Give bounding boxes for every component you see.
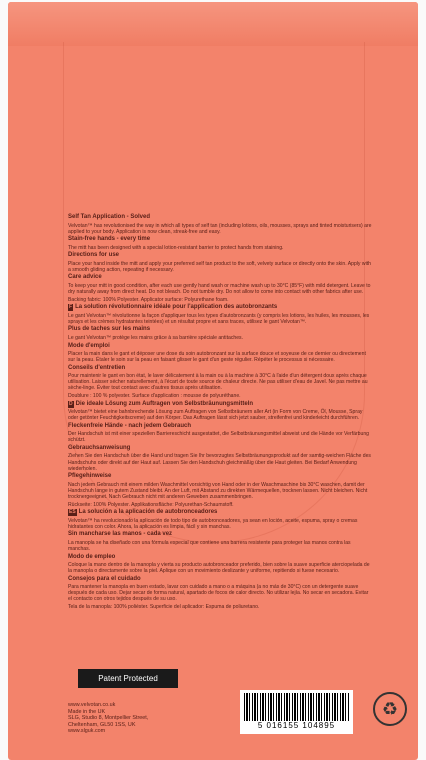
barcode xyxy=(240,690,353,734)
de-heading-3: Pflegehinweise xyxy=(68,473,112,480)
instructions-text xyxy=(68,214,373,612)
recycle-icon: ♻ xyxy=(373,692,407,726)
de-para-4: Rückseite: 100% Polyester. Applikationsfläche: Polyurethan-Schaumstoff. xyxy=(68,501,234,508)
en-para-1: The mitt has been designed with a special lotion-resistant barrier to protect hands from staining. xyxy=(68,244,284,251)
de-para-3: Nach jedem Gebrauch mit einem milden Waschmittel vorsichtig von Hand oder in der Waschmaschine bis 30°C waschen, damit der Handschuh lange in gutem Zustand bleibt. An der Luft, mit Abstand zu direkten Wärmequellen, trocknen lassen. Nicht bleichen. Nicht trocknergeeignet. Nach Gebrauch nicht mit anderen Geweben zusammenbringen. xyxy=(68,481,368,500)
en-heading-2: Directions for use xyxy=(68,252,120,259)
de-para-2: Ziehen Sie den Handschuh über die Hand und tragen Sie Ihr bevorzugtes Selbstbräunungsprodukt auf der samtig-weichen Fläche des Handschuhs oder direkt auf der Haut auf. Lassen Sie den Handschuh gleichmäßig über die Haut gleiten. Bei Bedarf Anwendung wiederholen. xyxy=(68,453,371,472)
address-line-1: SLG, Studio 8, Montpellier Street, xyxy=(68,715,149,722)
es-flag: ES xyxy=(69,509,76,516)
de-heading-1: Fleckenfreie Hände - nach jedem Gebrauch xyxy=(68,422,192,429)
website-link: www.velvotan.co.uk xyxy=(68,702,116,708)
en-intro: Velvotan™ has revolutionised the way in which all types of self tan (including lotions, oils, mousses, sprays and tinted moisturisers) are applied to your body. Application is now clean, streak-free and easy. xyxy=(68,222,372,235)
de-title xyxy=(68,401,373,408)
es-para-1: La manopla se ha diseñado con una fórmula especial que contiene una barrera resistente para proteger las manos contra las manchas. xyxy=(68,539,351,552)
es-heading-2: Modo de empleo xyxy=(68,553,116,560)
en-title: Self Tan Application - Solved xyxy=(68,214,151,220)
de-para-1: Der Handschuh ist mit einer speziellen Barriereschicht ausgestattet, die Selbstbräunungsmittel abweist und die Hände vor Verfärbung schützt. xyxy=(68,431,369,444)
en-heading-1: Stain-free hands - every time xyxy=(68,236,151,243)
es-intro: Velvotan™ ha revolucionado la aplicación de todo tipo de autobronceadores, ya sean en loción, aceite, espuma, spray o cremas hidratantes con color. Ahora, la aplicación es limpia, fácil y sin manchas. xyxy=(68,517,358,530)
fr-heading-1: Plus de taches sur les mains xyxy=(68,326,151,333)
fr-heading-3: Conseils d'entretien xyxy=(68,364,126,371)
address-website: www.slguk.com xyxy=(68,728,106,735)
es-heading-1: Sin mancharse las manos - cada vez xyxy=(68,531,173,538)
es-para-3: Para mantener la manopla en buen estado, lavar con cuidado a mano o a máquina (a no más de 30°C) con un detergente suave después de cada uso. Dejar secar de forma natural, apartado de focos de calor directo. No utilizar lejía. No secar en secadora. Evitar el contacto con otros tejidos después de su uso. xyxy=(68,584,369,603)
es-para-4: Tela de la manopla: 100% poliéster. Superficie del aplicador: Espuma de poliuretano. xyxy=(68,603,260,610)
fr-flag: F xyxy=(69,304,73,311)
es-title-text: La solución a la aplicación de autobronceadores xyxy=(78,509,218,516)
address-line-2: Cheltenham, GL50 1SS, UK xyxy=(68,721,136,728)
made-in-label: Made in the UK xyxy=(68,708,106,715)
fr-heading-2: Mode d'emploi xyxy=(68,342,110,349)
en-para-4: Backing fabric: 100% Polyester. Applicator surface: Polyurethane foam. xyxy=(68,296,229,303)
fr-title xyxy=(68,304,373,311)
fr-para-3: Pour maintenir le gant en bon état, le laver délicatement à la main ou à la machine à 30°C à l'aide d'un détergent doux après chaque utilisation. Laisser sécher naturellement, à l'écart de toute source de chaleur directe. Ne pas utiliser d'eau de Javel. Ne pas mettre au sèche-linge. Éviter tout contact avec d'autres tissus après utilisation. xyxy=(68,373,368,392)
de-heading-2: Gebrauchsanweisung xyxy=(68,444,131,451)
patent-protected-label: Patent Protected xyxy=(78,669,178,688)
es-para-2: Coloque la mano dentro de la manopla y vierta su producto autobronceador preferido, bien sobre la suave superficie aterciopelada de la manopla o directamente sobre la piel. Aplique con un movimiento deslizante y uniforme, repitiendo si fuese necesario. xyxy=(68,562,370,575)
es-title xyxy=(68,509,373,516)
fr-intro: Le gant Velvotan™ révolutionne la façon d'appliquer tous les types d'autobronzants (y compris les lotions, les huiles, les mousses, les sprays et les crèmes hydratantes teintées) et un résultat propre et sans traces, utilisez le gant Velvotan™. xyxy=(68,312,370,325)
en-para-2: Place your hand inside the mitt and apply your preferred self tan product to the soft, velvety surface or directly onto the skin. Apply with a smooth gliding action, repeating if necessary. xyxy=(68,260,371,273)
barcode-number: 5 016155 104895 xyxy=(257,721,336,730)
barcode-bars xyxy=(244,693,349,721)
mitt-package xyxy=(8,2,418,760)
de-title-text: Die ideale Lösung zum Auftragen von Selbstbräunungsmitteln xyxy=(75,400,254,407)
en-para-3: To keep your mitt in good condition, after each use gently hand wash or machine wash up to 30°C (85°F) with mild detergent. Leave to dry naturally away from direct heat. Do not bleach. Do not tumble dry. Do not allow to come into contact with other fabrics after use. xyxy=(68,282,371,296)
es-heading-3: Consejos para el cuidado xyxy=(68,575,141,582)
package-seal-strip xyxy=(8,2,418,46)
en-heading-3: Care advice xyxy=(68,274,102,281)
fr-para-4: Doublure : 100 % polyester. Surface d'application : mousse de polyuréthane. xyxy=(68,393,241,399)
fr-para-2: Placer la main dans le gant et déposer une dose du soin autobronzant sur la surface douce et soyeuse de ce dernier ou directement sur la peau. Étaler le soin sur la peau en faisant glisser le gant d'un geste régulier. Répéter le processus si nécessaire. xyxy=(68,351,366,364)
address-block xyxy=(68,702,148,735)
de-intro: Velvotan™ bietet eine bahnbrechende Lösung zum Auftragen von Selbstbräunern aller Art (in Form von Creme, Öl, Mousse, Spray oder getönter Feuchtigkeitscreme) auf den Körper. Das Auftragen lässt sich jetzt sauber, streifenfrei und kinderleicht durchführen. xyxy=(68,409,363,422)
de-flag: D xyxy=(69,400,73,407)
fr-title-text: La solution révolutionnaire idéale pour l'application des autobronzants xyxy=(75,304,278,311)
fr-para-1: Le gant Velvotan™ protège les mains grâce à sa barrière spéciale antitaches. xyxy=(68,334,243,341)
